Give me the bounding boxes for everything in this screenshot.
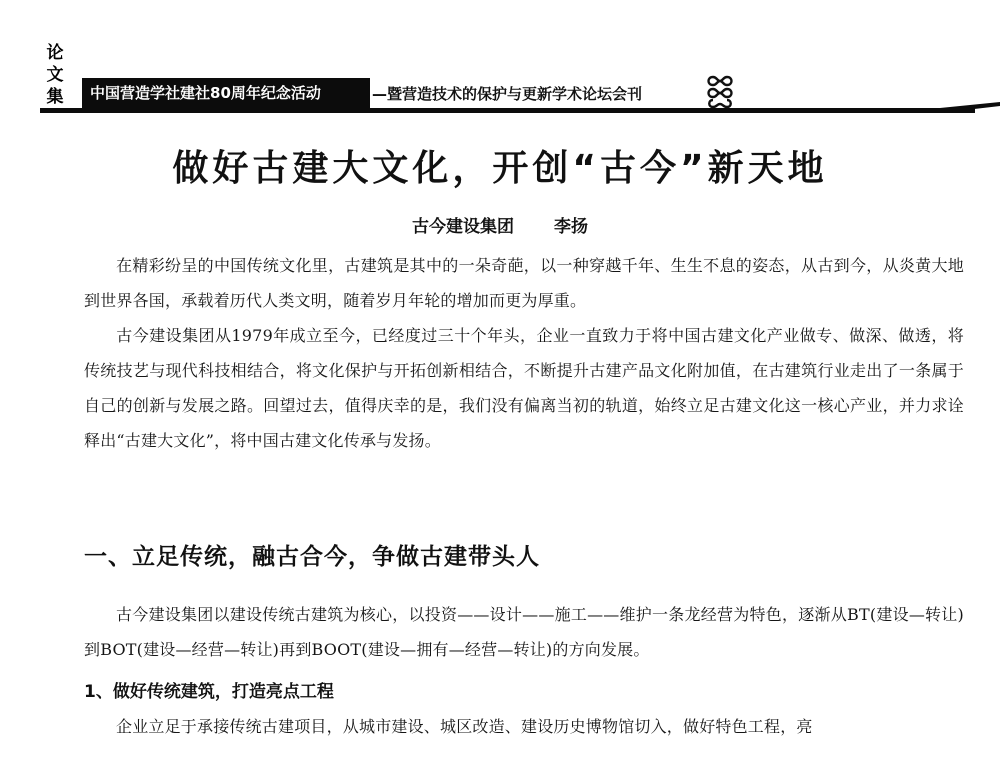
side-label-char: 文 xyxy=(46,65,64,85)
article-title: 做好古建大文化，开创“古今”新天地 xyxy=(172,148,828,189)
section-heading: 一、立足传统，融古合今，争做古建带头人 xyxy=(84,544,540,570)
author-name: 李扬 xyxy=(554,217,588,237)
paragraph-text: 古今建设集团以建设传统古建筑为核心，以投资——设计——施工——维护一条龙经营为特色，逐渐从BT(建设—转让)到BOT(建设—经营—转让)再到BOOT(建设—拥有—经营—转让)的方向发展。 xyxy=(84,605,964,659)
knot-ornament-icon xyxy=(705,73,735,109)
body-paragraph xyxy=(84,709,964,744)
header-rule-end xyxy=(940,102,1000,116)
author-line xyxy=(0,212,1000,237)
side-label-char: 集 xyxy=(46,87,64,107)
paragraph-text: 古今建设集团从1979年成立至今，已经度过三十个年头，企业一直致力于将中国古建文化产业做专、做深、做透，将传统技艺与现代科技相结合，将文化保护与开拓创新相结合，不断提升古建产品文化附加值，在古建筑行业走出了一条属于自己的创新与发展之路。回望过去，值得庆幸的是，我们没有偏离当初的轨道，始终立足古建文化这一核心产业，并力求诠释出“古建大文化”，将中国古建文化传承与发扬。 xyxy=(84,326,964,450)
body-paragraph xyxy=(84,318,964,458)
header-rule xyxy=(40,108,975,113)
header-banner: 中国营造学社建社80周年纪念活动 xyxy=(82,78,370,108)
side-label xyxy=(44,42,66,108)
body-paragraph xyxy=(84,248,964,318)
paragraph-text: 在精彩纷呈的中国传统文化里，古建筑是其中的一朵奇葩，以一种穿越千年、生生不息的姿态，从古到今，从炎黄大地到世界各国，承载着历代人类文明，随着岁月年轮的增加而更为厚重。 xyxy=(84,256,964,310)
author-organization: 古今建设集团 xyxy=(412,217,514,237)
side-label-char: 论 xyxy=(46,43,64,63)
header-subtitle: —暨营造技术的保护与更新学术论坛会刊 xyxy=(372,85,643,103)
paragraph-text: 企业立足于承接传统古建项目，从城市建设、城区改造、建设历史博物馆切入，做好特色工程，亮 xyxy=(116,717,813,736)
body-paragraph xyxy=(84,597,964,667)
subsection-heading: 1、做好传统建筑，打造亮点工程 xyxy=(84,682,334,702)
